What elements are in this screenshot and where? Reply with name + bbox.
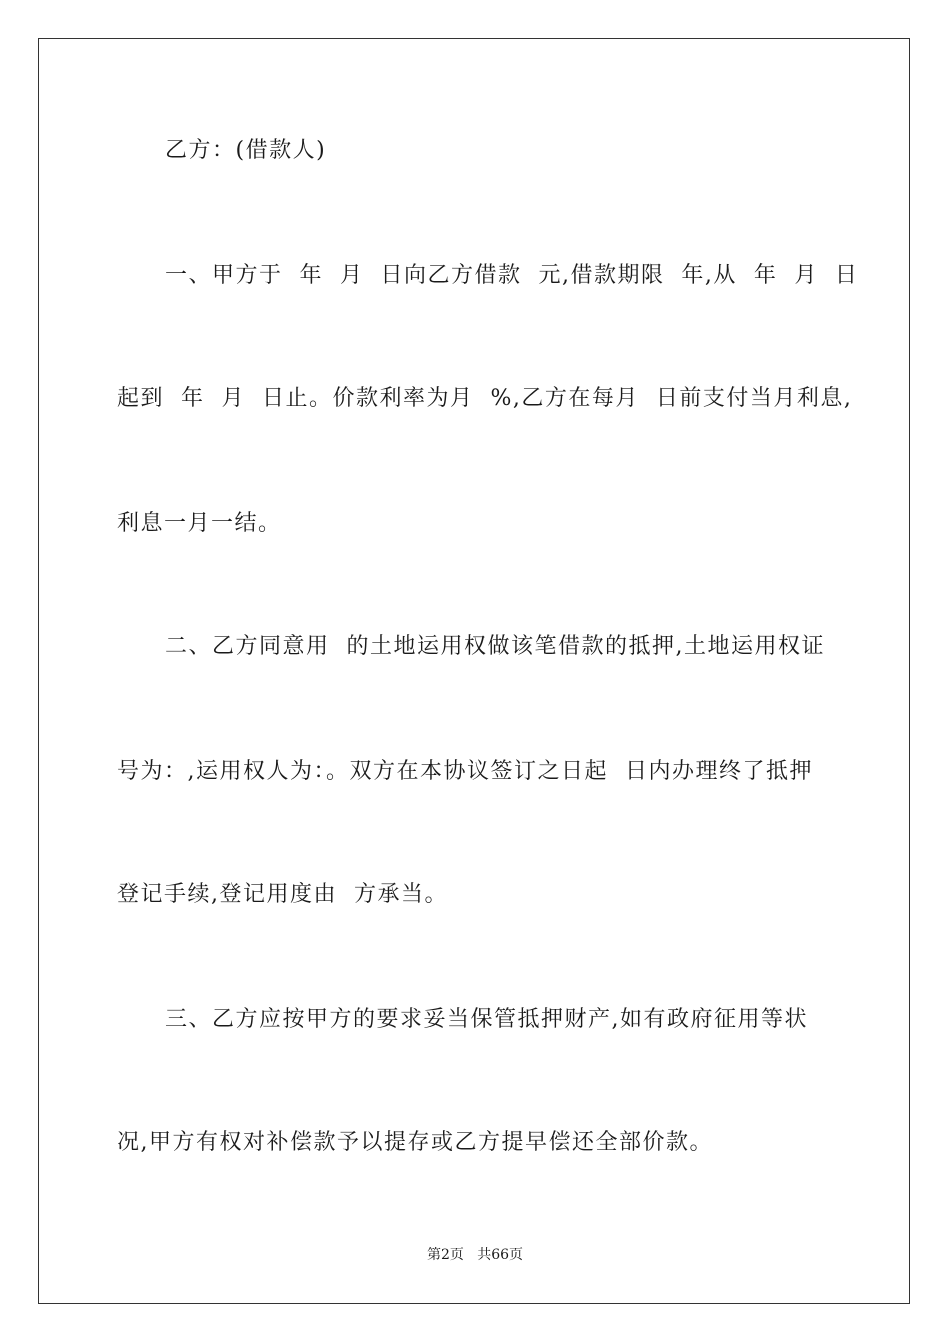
- clause-3-line-1: 三、乙方应按甲方的要求妥当保管抵押财产,如有政府征用等状: [165, 1007, 808, 1032]
- page-border: [38, 38, 910, 1304]
- clause-2-line-1: 二、乙方同意用 的土地运用权做该笔借款的抵押,土地运用权证: [165, 634, 825, 659]
- party-b-line: 乙方：(借款人): [165, 138, 327, 163]
- clause-2-line-2: 号为：,运用权人为：。双方在本协议签订之日起 日内办理终了抵押: [117, 759, 813, 784]
- clause-3-line-2: 况,甲方有权对补偿款予以提存或乙方提早偿还全部价款。: [117, 1130, 713, 1155]
- clause-1-line-2: 起到 年 月 日止。价款利率为月 %,乙方在每月 日前支付当月利息,: [117, 386, 853, 411]
- clause-2-line-3: 登记手续,登记用度由 方承当。: [117, 882, 448, 907]
- page-footer: 第2页 共66页: [426, 1247, 524, 1263]
- clause-1-line-1: 一、甲方于 年 月 日向乙方借款 元,借款期限 年,从 年 月 日: [165, 263, 859, 288]
- clause-1-line-3: 利息一月一结。: [117, 511, 282, 536]
